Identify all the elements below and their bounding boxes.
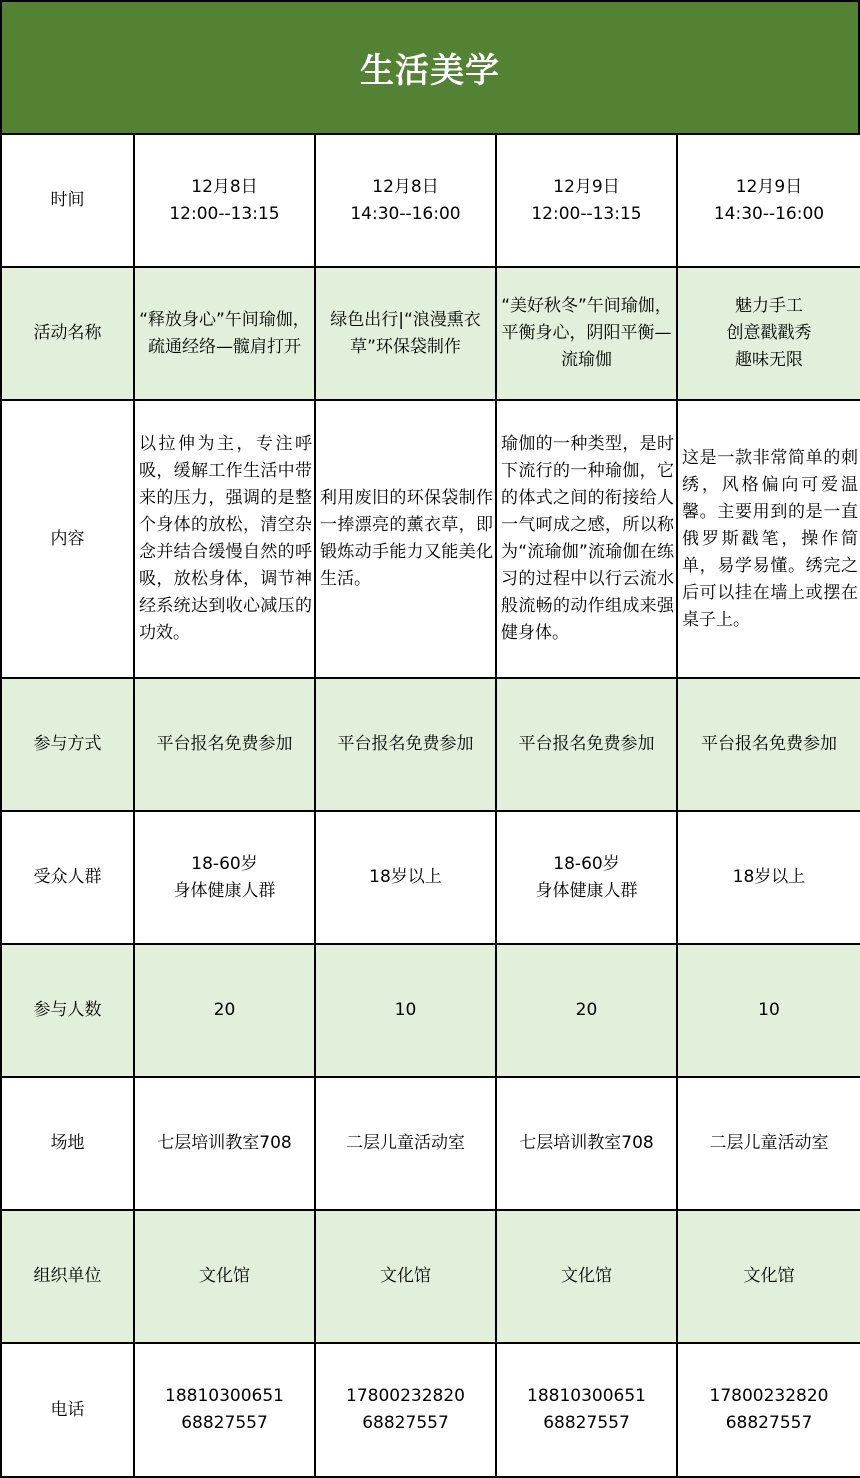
organizer-cell: 文化馆	[677, 1210, 860, 1343]
activity-name-cell: “美好秋冬”午间瑜伽，平衡身心，阴阳平衡—流瑜伽	[496, 267, 677, 400]
title-banner	[0, 0, 860, 133]
row-phone	[1, 1343, 860, 1477]
activity-name-cell: 绿色出行|“浪漫熏衣草”环保袋制作	[315, 267, 496, 400]
venue-cell: 二层儿童活动室	[677, 1077, 860, 1210]
content-cell: 瑜伽的一种类型，是时下流行的一种瑜伽，它的体式之间的衔接给人一气呵成之感，所以称为“流瑜伽”流瑜伽在练习的过程中以行云流水般流畅的动作组成来强健身体。	[496, 400, 677, 678]
row-method	[1, 678, 860, 811]
row-label-venue: 场地	[1, 1077, 134, 1210]
count-cell: 20	[134, 944, 315, 1077]
time-cell: 12月8日 12:00--13:15	[134, 134, 315, 267]
row-audience	[1, 811, 860, 944]
time-cell: 12月8日 14:30--16:00	[315, 134, 496, 267]
method-cell: 平台报名免费参加	[315, 678, 496, 811]
row-label-time: 时间	[1, 134, 134, 267]
organizer-cell: 文化馆	[315, 1210, 496, 1343]
row-label-phone: 电话	[1, 1343, 134, 1477]
method-cell: 平台报名免费参加	[677, 678, 860, 811]
audience-cell: 18-60岁 身体健康人群	[496, 811, 677, 944]
row-label-activity-name: 活动名称	[1, 267, 134, 400]
phone-cell: 17800232820 68827557	[677, 1343, 860, 1477]
phone-cell: 18810300651 68827557	[496, 1343, 677, 1477]
row-venue	[1, 1077, 860, 1210]
audience-cell: 18岁以上	[677, 811, 860, 944]
row-label-audience: 受众人群	[1, 811, 134, 944]
venue-cell: 七层培训教室708	[134, 1077, 315, 1210]
count-cell: 20	[496, 944, 677, 1077]
phone-cell: 18810300651 68827557	[134, 1343, 315, 1477]
time-cell: 12月9日 12:00--13:15	[496, 134, 677, 267]
row-organizer	[1, 1210, 860, 1343]
venue-cell: 七层培训教室708	[496, 1077, 677, 1210]
row-label-content: 内容	[1, 400, 134, 678]
content-cell: 这是一款非常简单的刺绣，风格偏向可爱温馨。主要用到的是一直俄罗斯戳笔，操作简单，易学易懂。绣完之后可以挂在墙上或摆在桌子上。	[677, 400, 860, 678]
method-cell: 平台报名免费参加	[134, 678, 315, 811]
row-label-method: 参与方式	[1, 678, 134, 811]
activity-name-cell: 魅力手工 创意戳戳秀 趣味无限	[677, 267, 860, 400]
audience-cell: 18岁以上	[315, 811, 496, 944]
phone-cell: 17800232820 68827557	[315, 1343, 496, 1477]
organizer-cell: 文化馆	[134, 1210, 315, 1343]
time-cell: 12月9日 14:30--16:00	[677, 134, 860, 267]
row-activity-name	[1, 267, 860, 400]
method-cell: 平台报名免费参加	[496, 678, 677, 811]
count-cell: 10	[677, 944, 860, 1077]
activity-name-cell: “释放身心”午间瑜伽，疏通经络—髋肩打开	[134, 267, 315, 400]
row-count	[1, 944, 860, 1077]
organizer-cell: 文化馆	[496, 1210, 677, 1343]
audience-cell: 18-60岁 身体健康人群	[134, 811, 315, 944]
content-cell: 以拉伸为主，专注呼吸，缓解工作生活中带来的压力，强调的是整个身体的放松，清空杂念并结合缓慢自然的呼吸，放松身体，调节神经系统达到收心减压的功效。	[134, 400, 315, 678]
row-label-organizer: 组织单位	[1, 1210, 134, 1343]
row-time	[1, 134, 860, 267]
row-content	[1, 400, 860, 678]
row-label-count: 参与人数	[1, 944, 134, 1077]
venue-cell: 二层儿童活动室	[315, 1077, 496, 1210]
content-cell: 利用废旧的环保袋制作一捧漂亮的薰衣草，即锻炼动手能力又能美化生活。	[315, 400, 496, 678]
activity-table	[0, 133, 860, 1478]
page-title: 生活美学	[360, 51, 500, 91]
count-cell: 10	[315, 944, 496, 1077]
